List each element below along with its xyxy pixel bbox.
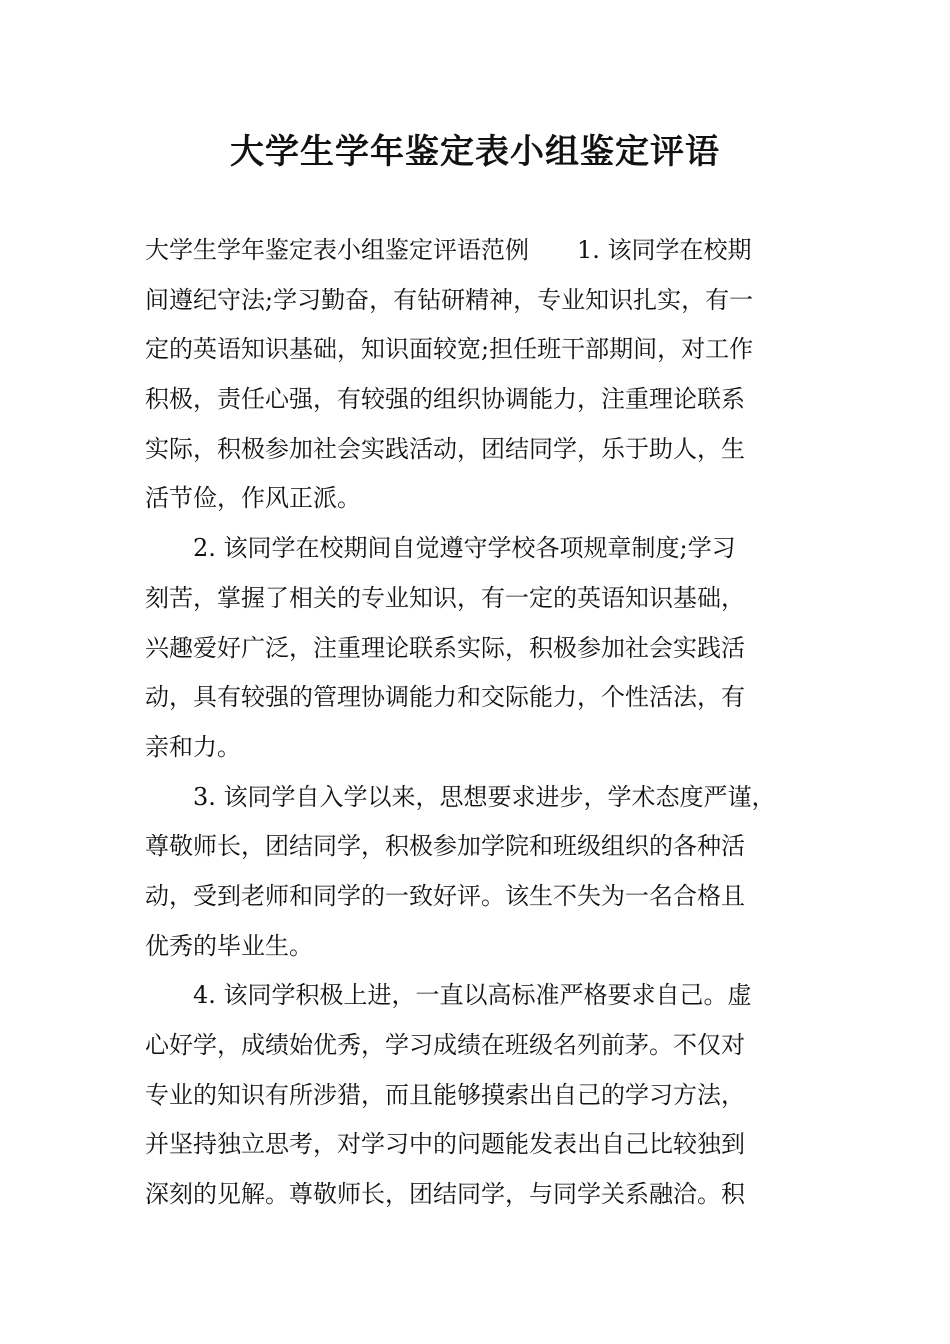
body-text-line: 积极，责任心强，有较强的组织协调能力，注重理论联系 bbox=[145, 385, 745, 414]
body-text-line: 并坚持独立思考，对学习中的问题能发表出自己比较独到 bbox=[145, 1130, 745, 1159]
body-text-line: 刻苦，掌握了相关的专业知识，有一定的英语知识基础， bbox=[145, 583, 745, 612]
body-text-line: 3. 该同学自入学以来，思想要求进步，学术态度严谨， bbox=[193, 782, 776, 811]
body-text-line: 大学生学年鉴定表小组鉴定评语范例 1. 该同学在校期 bbox=[145, 236, 752, 264]
body-text-line: 兴趣爱好广泛，注重理论联系实际，积极参加社会实践活 bbox=[145, 633, 745, 662]
body-text-line: 定的英语知识基础，知识面较宽;担任班干部期间，对工作 bbox=[145, 335, 754, 364]
document-body bbox=[145, 226, 810, 1220]
body-text-line: 4. 该同学积极上进，一直以高标准严格要求自己。虚 bbox=[193, 981, 752, 1010]
body-text-line: 优秀的毕业生。 bbox=[145, 931, 313, 960]
body-text-line: 动，具有较强的管理协调能力和交际能力，个性活法，有 bbox=[145, 683, 745, 712]
body-text-line: 活节俭，作风正派。 bbox=[145, 484, 361, 513]
body-text-line: 心好学，成绩始优秀，学习成绩在班级名列前茅。不仅对 bbox=[145, 1031, 745, 1059]
body-text-line: 尊敬师长，团结同学，积极参加学院和班级组织的各种活 bbox=[145, 832, 745, 861]
body-text-line: 专业的知识有所涉猎，而且能够摸索出自己的学习方法， bbox=[145, 1080, 745, 1109]
body-text-line: 动，受到老师和同学的一致好评。该生不失为一名合格且 bbox=[145, 881, 745, 910]
body-text-line: 2. 该同学在校期间自觉遵守学校各项规章制度;学习 bbox=[193, 534, 736, 563]
body-text-line: 间遵纪守法;学习勤奋，有钻研精神，专业知识扎实，有一 bbox=[145, 285, 754, 314]
body-text-line: 亲和力。 bbox=[145, 732, 241, 761]
body-text-line: 实际，积极参加社会实践活动，团结同学，乐于助人，生 bbox=[145, 434, 745, 463]
document-title: 大学生学年鉴定表小组鉴定评语 bbox=[230, 132, 720, 172]
body-text-line: 深刻的见解。尊敬师长，团结同学，与同学关系融洽。积 bbox=[145, 1180, 745, 1209]
